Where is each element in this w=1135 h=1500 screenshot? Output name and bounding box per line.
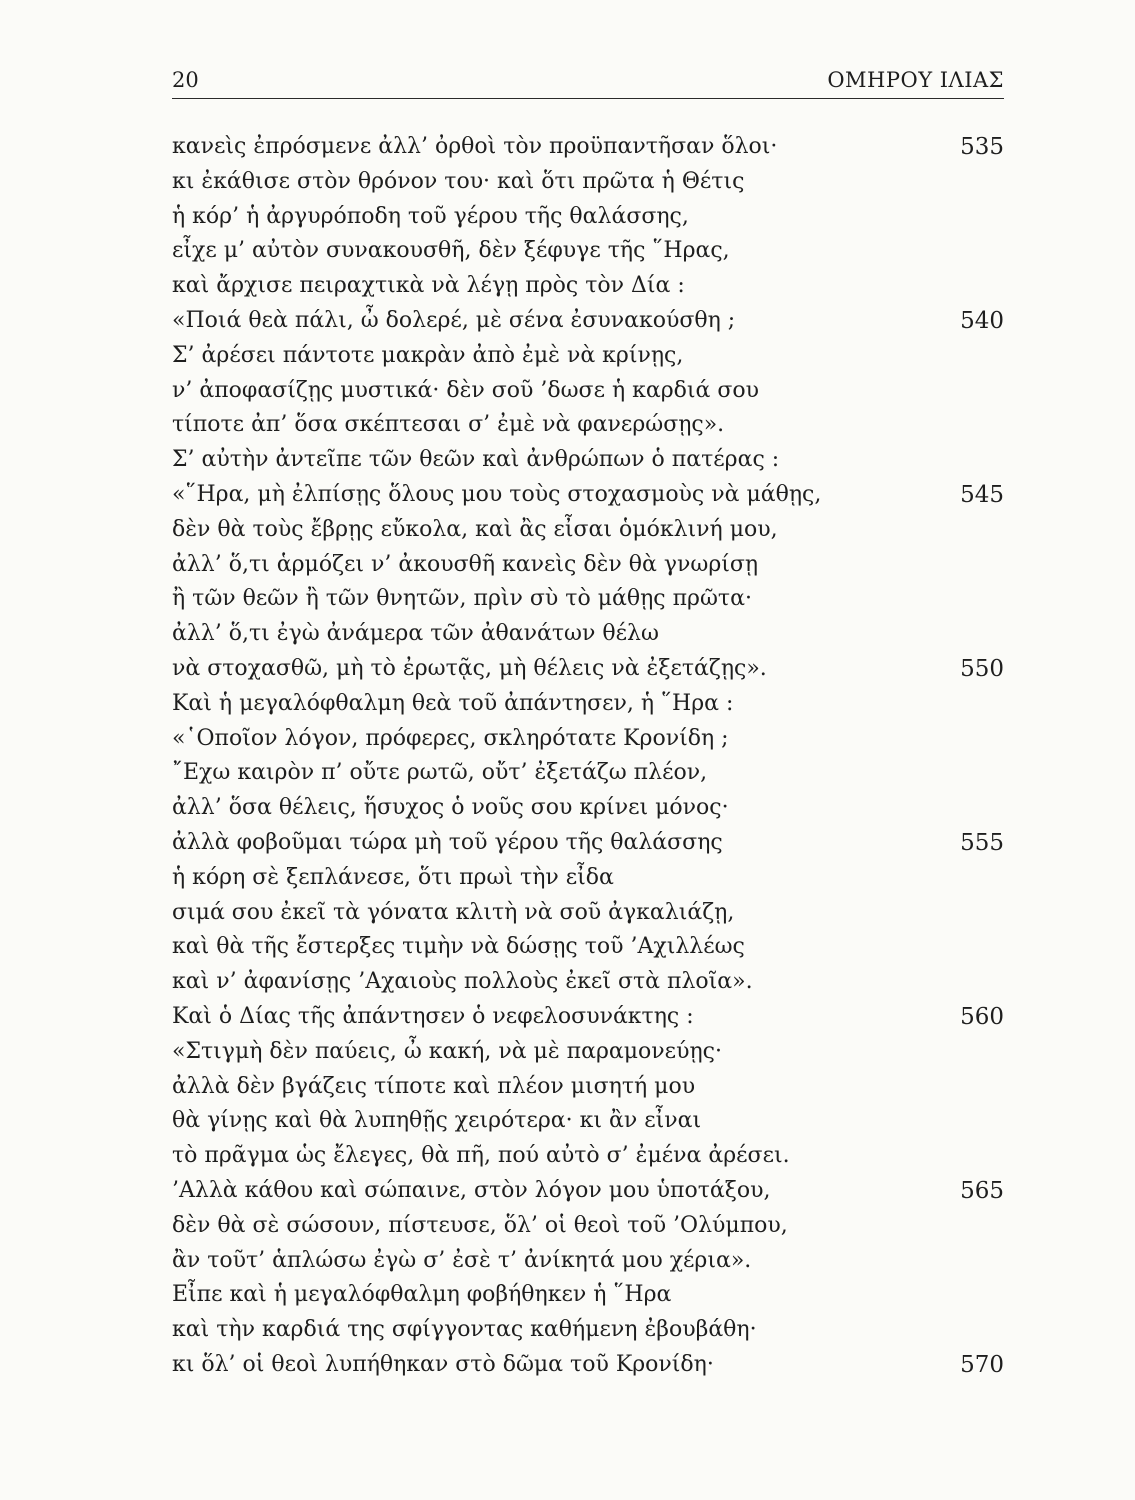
verse-text: καὶ τὴν καρδιά της σφίγγοντας καθήμενη ἐβουβάθη· bbox=[172, 1317, 757, 1343]
verse-line bbox=[172, 1209, 1004, 1244]
verse-text: καὶ θὰ τῆς ἔστερξες τιμὴν νὰ δώσῃς τοῦ ’Αχιλλέως bbox=[172, 934, 745, 960]
verse-text: ἀλλὰ δὲν βγάζεις τίποτε καὶ πλέον μισητή μου bbox=[172, 1073, 696, 1099]
running-title: ΟΜΗΡΟΥ ΙΛΙΑΣ bbox=[827, 68, 1004, 92]
verse-line bbox=[172, 756, 1004, 791]
verse-line bbox=[172, 896, 1004, 931]
line-number: 570 bbox=[960, 1351, 1004, 1378]
verse-line bbox=[172, 791, 1004, 826]
verse-text: θὰ γίνῃς καὶ θὰ λυπηθῇς χειρότερα· κι ἂν εἶναι bbox=[172, 1108, 702, 1134]
verse-text: ἀλλὰ φοβοῦμαι τώρα μὴ τοῦ γέρου τῆς θαλάσσης bbox=[172, 829, 723, 855]
verse-text: κανεὶς ἐπρόσμενε ἀλλ’ ὀρθοὶ τὸν προϋπαντῆσαν ὅλοι· bbox=[172, 134, 778, 159]
verse-line bbox=[172, 339, 1004, 374]
verse-text: Καὶ ὁ Δίας τῆς ἀπάντησεν ὁ νεφελοσυνάκτης : bbox=[172, 1003, 694, 1029]
verse-line bbox=[172, 1035, 1004, 1070]
verse-line bbox=[172, 930, 1004, 965]
verse-line bbox=[172, 1174, 1004, 1209]
verse-line bbox=[172, 234, 1004, 269]
verse-line bbox=[172, 652, 1004, 687]
verse-line bbox=[172, 374, 1004, 409]
verse-text: «῞Ηρα, μὴ ἐλπίσῃς ὅλους μου τοὺς στοχασμοὺς νὰ μάθῃς, bbox=[172, 481, 822, 507]
verse-text: ν’ ἀποφασίζῃς μυστικά· δὲν σοῦ ’δωσε ἡ καρδιά σου bbox=[172, 377, 760, 403]
verse-text: δὲν θὰ τοὺς ἔβρῃς εὔκολα, καὶ ἂς εἶσαι ὁμόκλινή μου, bbox=[172, 516, 778, 542]
verse-text: ἀλλ’ ὅ,τι ἁρμόζει ν’ ἀκουσθῆ κανεὶς δὲν θὰ γνωρίσῃ bbox=[172, 551, 759, 577]
page-number: 20 bbox=[172, 68, 199, 92]
verse-line bbox=[172, 1104, 1004, 1139]
verse-line bbox=[172, 513, 1004, 548]
verse-text: Εἶπε καὶ ἡ μεγαλόφθαλμη φοβήθηκεν ἡ ῞Ηρα bbox=[172, 1282, 672, 1308]
verse-text: ἀλλ’ ὅ,τι ἐγὼ ἀνάμερα τῶν ἀθανάτων θέλω bbox=[172, 621, 659, 647]
verse-text: τίποτε ἀπ’ ὅσα σκέπτεσαι σ’ ἐμὲ νὰ φανερώσῃς». bbox=[172, 412, 725, 438]
verse-text: καὶ ἄρχισε πειραχτικὰ νὰ λέγῃ πρὸς τὸν Δία : bbox=[172, 273, 685, 299]
verse-text: Σ’ ἀρέσει πάντοτε μακρὰν ἀπὸ ἐμὲ νὰ κρίνῃς, bbox=[172, 342, 684, 368]
verse-text: ἡ κόρη σὲ ξεπλάνεσε, ὅτι πρωὶ τὴν εἶδα bbox=[172, 864, 614, 890]
verse-text: σιμά σου ἐκεῖ τὰ γόνατα κλιτὴ νὰ σοῦ ἀγκαλιάζῃ, bbox=[172, 899, 735, 925]
line-number: 560 bbox=[960, 1003, 1004, 1030]
verse-line bbox=[172, 200, 1004, 235]
verse-line bbox=[172, 965, 1004, 1000]
verse-text: τὸ πρᾶγμα ὡς ἔλεγες, θὰ πῆ, πού αὐτὸ σ’ ἐμένα ἀρέσει. bbox=[172, 1143, 790, 1169]
verse-text: κι ὅλ’ οἱ θεοὶ λυπήθηκαν στὸ δῶμα τοῦ Κρονίδη· bbox=[172, 1351, 714, 1377]
verse-line bbox=[172, 1313, 1004, 1348]
verse-text: ἡ κόρ’ ἡ ἀργυρόποδη τοῦ γέρου τῆς θαλάσσης, bbox=[172, 203, 689, 229]
verse-line bbox=[172, 722, 1004, 757]
verse-line bbox=[172, 1244, 1004, 1279]
verse-line bbox=[172, 304, 1004, 339]
verse-line bbox=[172, 408, 1004, 443]
verse-line bbox=[172, 478, 1004, 513]
line-number: 565 bbox=[960, 1177, 1004, 1204]
verse-text: κι ἐκάθισε στὸν θρόνον του· καὶ ὅτι πρῶτα ἡ Θέτις bbox=[172, 168, 745, 194]
verse-line bbox=[172, 1348, 1004, 1383]
verse-line bbox=[172, 1278, 1004, 1313]
poem-text bbox=[172, 130, 1004, 1383]
verse-text: «῾Οποῖον λόγον, πρόφερες, σκληρότατε Κρονίδη ; bbox=[172, 725, 729, 751]
verse-text: καὶ ν’ ἀφανίσῃς ’Αχαιοὺς πολλοὺς ἐκεῖ στὰ πλοῖα». bbox=[172, 969, 753, 995]
verse-line bbox=[172, 548, 1004, 583]
verse-line bbox=[172, 165, 1004, 200]
verse-text: «Στιγμὴ δὲν παύεις, ὦ κακή, νὰ μὲ παραμονεύῃς· bbox=[172, 1038, 722, 1064]
verse-text: εἶχε μ’ αὐτὸν συνακουσθῆ, δὲν ξέφυγε τῆς ῞Ηρας, bbox=[172, 238, 730, 264]
verse-text: ἂν τοῦτ’ ἁπλώσω ἐγὼ σ’ ἐσὲ τ’ ἀνίκητά μου χέρια». bbox=[172, 1247, 752, 1273]
verse-line bbox=[172, 443, 1004, 478]
verse-line bbox=[172, 582, 1004, 617]
verse-line bbox=[172, 861, 1004, 896]
line-number: 550 bbox=[960, 655, 1004, 682]
verse-text: ἢ τῶν θεῶν ἢ τῶν θνητῶν, πρὶν σὺ τὸ μάθῃς πρῶτα· bbox=[172, 586, 752, 612]
verse-text: ’Αλλὰ κάθου καὶ σώπαινε, στὸν λόγον μου ὑποτάξου, bbox=[172, 1177, 771, 1203]
verse-text: νὰ στοχασθῶ, μὴ τὸ ἐρωτᾷς, μὴ θέλεις νὰ ἐξετάζῃς». bbox=[172, 655, 767, 681]
line-number: 540 bbox=[960, 307, 1004, 334]
line-number: 545 bbox=[960, 481, 1004, 508]
verse-line bbox=[172, 1070, 1004, 1105]
verse-line bbox=[172, 617, 1004, 652]
verse-line bbox=[172, 687, 1004, 722]
verse-line bbox=[172, 130, 1004, 165]
verse-text: «Ποιά θεὰ πάλι, ὦ δολερέ, μὲ σένα ἐσυνακούσθη ; bbox=[172, 307, 736, 333]
verse-text: δὲν θὰ σὲ σώσουν, πίστευσε, ὅλ’ οἱ θεοὶ τοῦ ’Ολύμπου, bbox=[172, 1212, 788, 1238]
verse-line bbox=[172, 826, 1004, 861]
verse-text: ῎Εχω καιρὸν π’ οὔτε ρωτῶ, οὔτ’ ἐξετάζω πλέον, bbox=[172, 760, 708, 786]
verse-text: Καὶ ἡ μεγαλόφθαλμη θεὰ τοῦ ἀπάντησεν, ἡ ῞Ηρα : bbox=[172, 690, 734, 716]
verse-line bbox=[172, 269, 1004, 304]
line-number: 535 bbox=[960, 134, 1004, 160]
verse-line bbox=[172, 1000, 1004, 1035]
verse-line bbox=[172, 1139, 1004, 1174]
line-number: 555 bbox=[960, 829, 1004, 856]
verse-text: Σ’ αὐτὴν ἀντεῖπε τῶν θεῶν καὶ ἀνθρώπων ὁ πατέρας : bbox=[172, 447, 780, 473]
running-header bbox=[172, 62, 1004, 99]
verse-text: ἀλλ’ ὅσα θέλεις, ἥσυχος ὁ νοῦς σου κρίνει μόνος· bbox=[172, 795, 729, 821]
